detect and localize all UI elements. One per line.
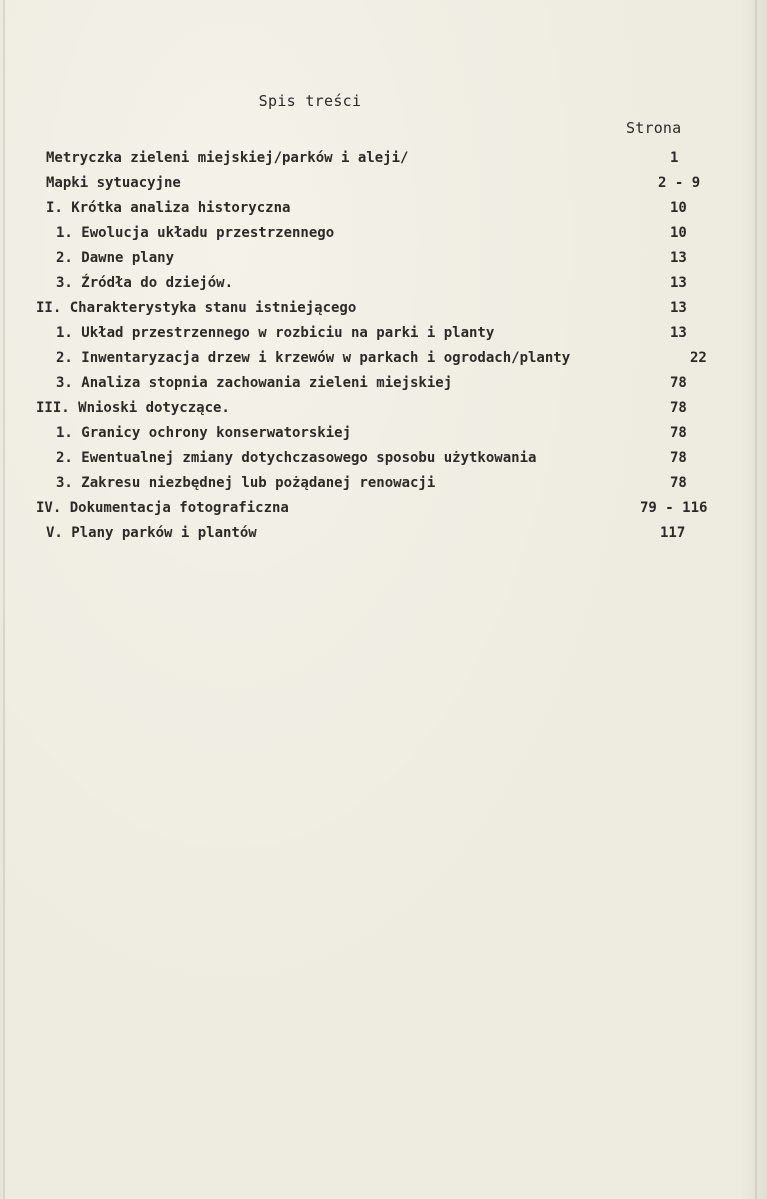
toc-entry-text: V. Plany parków i plantów: [46, 525, 257, 541]
toc-row: [0, 423, 767, 448]
toc-row: [0, 373, 767, 398]
toc-row: [0, 198, 767, 223]
toc-entry-page: 79 - 116: [640, 500, 708, 516]
toc-entry-text: I. Krótka analiza historyczna: [46, 200, 291, 216]
page-column-header: Strona: [626, 119, 682, 137]
toc-entry-page: 78: [670, 375, 687, 391]
toc-entry-text: III. Wnioski dotyczące.: [36, 400, 230, 416]
toc-row: [0, 173, 767, 198]
toc-entry-text: 1. Ewolucja układu przestrzennego: [56, 225, 335, 241]
toc-entry-page: 13: [670, 325, 687, 341]
toc-entry-text: 3. Zakresu niezbędnej lub pożądanej renowacji: [56, 475, 436, 491]
page-title: Spis treści: [258, 92, 362, 110]
toc-row: [0, 473, 767, 498]
toc-row: [0, 323, 767, 348]
toc-row: [0, 248, 767, 273]
toc-entry-page: 10: [670, 225, 687, 241]
toc-row: [0, 348, 767, 373]
table-of-contents: [0, 148, 767, 548]
toc-row: [0, 298, 767, 323]
toc-entry-text: 1. Granicy ochrony konserwatorskiej: [56, 425, 352, 441]
toc-entry-text: 1. Układ przestrzennego w rozbiciu na parki i planty: [56, 325, 495, 341]
toc-row: [0, 498, 767, 523]
toc-row: [0, 223, 767, 248]
toc-entry-text: 3. Analiza stopnia zachowania zieleni miejskiej: [56, 375, 453, 391]
toc-entry-page: 10: [670, 200, 687, 216]
toc-entry-text: II. Charakterystyka stanu istniejącego: [36, 300, 357, 316]
toc-row: [0, 273, 767, 298]
toc-entry-page: 78: [670, 425, 687, 441]
toc-entry-text: IV. Dokumentacja fotograficzna: [36, 500, 289, 516]
toc-row: [0, 448, 767, 473]
toc-entry-page: 78: [670, 450, 687, 466]
toc-entry-page: 22: [690, 350, 707, 366]
toc-entry-text: 2. Dawne plany: [56, 250, 175, 266]
toc-row: [0, 398, 767, 423]
toc-entry-page: 13: [670, 250, 687, 266]
toc-entry-text: 2. Inwentaryzacja drzew i krzewów w parkach i ogrodach/planty: [56, 350, 571, 366]
toc-entry-page: 13: [670, 300, 687, 316]
toc-entry-page: 13: [670, 275, 687, 291]
toc-entry-text: Mapki sytuacyjne: [46, 175, 181, 191]
toc-entry-text: Metryczka zieleni miejskiej/parków i aleji/: [46, 150, 409, 166]
toc-entry-page: 78: [670, 400, 687, 416]
toc-entry-page: 1: [670, 150, 679, 166]
toc-entry-page: 117: [660, 525, 686, 541]
toc-entry-page: 2 - 9: [658, 175, 701, 191]
toc-row: [0, 148, 767, 173]
toc-entry-page: 78: [670, 475, 687, 491]
toc-row: [0, 523, 767, 548]
toc-entry-text: 2. Ewentualnej zmiany dotychczasowego sposobu użytkowania: [56, 450, 537, 466]
toc-entry-text: 3. Źródła do dziejów.: [56, 275, 234, 291]
